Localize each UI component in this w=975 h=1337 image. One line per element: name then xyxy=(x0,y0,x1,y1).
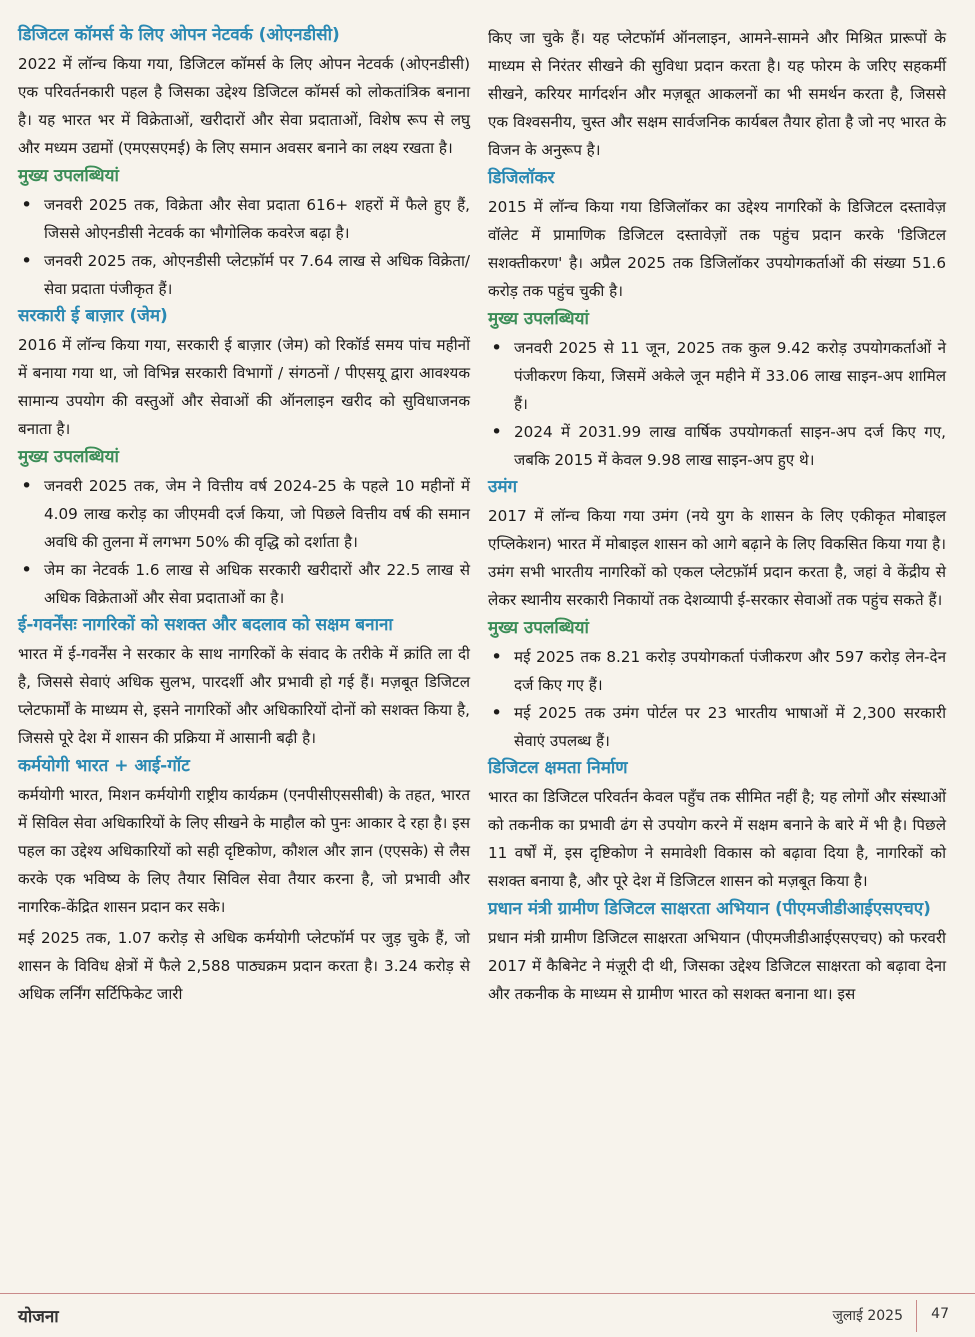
gem-intro: 2016 में लॉन्च किया गया, सरकारी ई बाज़ार (जेम) को रिकॉर्ड समय पांच महीनों में बनाया गया था, जो विभिन्न सरकारी विभागों / संगठनों / पीएसयू द्वारा आवश्यक सामान्य उपयोग की वस्तुओं और सेवाओं की ऑनलाइन खरीद को सुविधाजनक बनाता है। xyxy=(18,336,470,438)
pmgdisha-heading: प्रधान मंत्री ग्रामीण डिजिटल साक्षरता अभियान (पीएमजीडीआईएसएचए) xyxy=(488,899,931,919)
list-item: • मई 2025 तक उमंग पोर्टल पर 23 भारतीय भाषाओं में 2,300 सरकारी सेवाएं उपलब्ध हैं। xyxy=(488,699,946,755)
karmayogi-heading: कर्मयोगी भारत + आई-गॉट xyxy=(18,756,190,776)
list-item: • 2024 में 2031.99 लाख वार्षिक उपयोगकर्ता साइन-अप दर्ज किए गए, जबकि 2015 में केवल 9.98 लाख साइन-अप हुए थे। xyxy=(488,418,946,474)
digilocker-intro: 2015 में लॉन्च किया गया डिजिलॉकर का उद्देश्य नागरिकों के डिजिटल दस्तावेज़ वॉलेट में प्रामाणिक डिजिटल दस्तावेज़ों तक पहुंच प्रदान करके 'डिजिटल सशक्तीकरण' है। अप्रैल 2025 तक डिजिलॉकर उपयोगकर्ताओं की संख्या 51.6 करोड़ तक पहुंच चुकी है। xyxy=(488,198,946,300)
list-item: • जनवरी 2025 तक, ओएनडीसी प्लेटफ़ॉर्म पर 7.64 लाख से अधिक विक्रेता/सेवा प्रदाता पंजीकृत हैं। xyxy=(18,247,470,303)
list-item: • जनवरी 2025 से 11 जून, 2025 तक कुल 9.42 करोड़ उपयोगकर्ताओं ने पंजीकरण किया, जिसमें अकेले जून महीने में 33.06 लाख साइन-अप शामिल हैं। xyxy=(488,334,946,418)
gem-achievements-heading: मुख्य उपलब्धियां xyxy=(18,447,119,467)
egov-paragraph: भारत में ई-गवर्नेंस ने सरकार के साथ नागरिकों के संवाद के तरीके में क्रांति ला दी है, जिससे सेवाएं अधिक सुलभ, पारदर्शी और प्रभावी हो गई हैं। मज़बूत डिजिटल प्लेटफार्मों के माध्यम से, इसने नागरिकों और अधिकारियों दोनों को सशक्त किया है, जिससे पूरे देश में शासन की प्रक्रिया में आसानी बढ़ी है। xyxy=(18,645,470,747)
left-column xyxy=(18,24,470,1011)
list-item: • जनवरी 2025 तक, विक्रेता और सेवा प्रदाता 616+ शहरों में फैले हुए हैं, जिससे ओएनडीसी नेटवर्क का भौगोलिक कवरेज बढ़ा है। xyxy=(18,191,470,247)
pmgdisha-paragraph: प्रधान मंत्री ग्रामीण डिजिटल साक्षरता अभियान (पीएमजीडीआईएसएचए) को फरवरी 2017 में कैबिनेट ने मंज़ूरी दी थी, जिसका उद्देश्य डिजिटल साक्षरता को बढ़ावा देना और तकनीक के माध्यम से ग्रामीण भारत को सशक्त बनाना था। इस xyxy=(488,929,946,1003)
karmayogi-continued-paragraph: किए जा चुके हैं। यह प्लेटफॉर्म ऑनलाइन, आमने-सामने और मिश्रित प्रारूपों के माध्यम से निरंतर सीखने की सुविधा प्रदान करता है। यह फोरम के जरिए सहकर्मी सीखने, करियर मार्गदर्शन और मज़बूत आकलनों का भी समर्थन करता है, जिससे एक विश्वसनीय, चुस्त और सक्षम सार्वजनिक कार्यबल तैयार होता है जो नए भारत के विजन के अनुरूप है। xyxy=(488,29,946,159)
magazine-name: योजना xyxy=(18,1307,59,1327)
gem-heading: सरकारी ई बाज़ार (जेम) xyxy=(18,306,168,326)
list-item: • मई 2025 तक 8.21 करोड़ उपयोगकर्ता पंजीकरण और 597 करोड़ लेन-देन दर्ज किए गए हैं। xyxy=(488,643,946,699)
ondc-heading: डिजिटल कॉमर्स के लिए ओपन नेटवर्क (ओएनडीसी) xyxy=(18,25,340,45)
list-item: • जनवरी 2025 तक, जेम ने वित्तीय वर्ष 2024-25 के पहले 10 महीनों में 4.09 लाख करोड़ का जीएमवी दर्ज किया, जो पिछले वित्तीय वर्ष की समान अवधि की तुलना में लगभग 50% की वृद्धि को दर्शाता है। xyxy=(18,472,470,556)
karmayogi-stats-paragraph: मई 2025 तक, 1.07 करोड़ से अधिक कर्मयोगी प्लेटफॉर्म पर जुड़ चुके हैं, जो शासन के विविध क्षेत्रों में फैले 2,588 पाठ्यक्रम प्रदान करता है। 3.24 करोड़ से अधिक लर्निंग सर्टिफिकेट जारी xyxy=(18,929,470,1003)
ondc-intro: 2022 में लॉन्च किया गया, डिजिटल कॉमर्स के लिए ओपन नेटवर्क (ओएनडीसी) एक परिवर्तनकारी पहल है जिसका उद्देश्य डिजिटल कॉमर्स को लोकतांत्रिक बनाना है। यह भारत भर में विक्रेताओं, खरीदारों और सेवा प्रदाताओं, विशेष रूप से लघु और मध्यम उद्यमों (एमएसएमई) के लिए समान अवसर बनाने का लक्ष्य रखता है। xyxy=(18,55,470,157)
issue-month: जुलाई 2025 xyxy=(832,1308,903,1324)
karmayogi-paragraph: कर्मयोगी भारत, मिशन कर्मयोगी राष्ट्रीय कार्यक्रम (एनपीसीएससीबी) के तहत, भारत में सिविल सेवा अधिकारियों के लिए सीखने के माहौल को पुनः आकार दे रहा है। इस पहल का उद्देश्य अधिकारियों को सही दृष्टिकोण, कौशल और ज्ञान (एएसके) से लैस करके एक भविष्य के लिए तैयार सिविल सेवा तैयार करना है, जो प्रभावी और नागरिक-केंद्रित शासन प्रदान कर सके। xyxy=(18,786,470,916)
umang-intro: 2017 में लॉन्च किया गया उमंग (नये युग के शासन के लिए एकीकृत मोबाइल एप्लिकेशन) भारत में मोबाइल शासन को आगे बढ़ाने के लिए विकसित किया गया है। उमंग सभी भारतीय नागरिकों को एकल प्लेटफ़ॉर्म प्रदान करता है, जहां वे केंद्रीय से लेकर स्थानीय सरकारी निकायों तक देशव्यापी ई-सरकार सेवाओं तक पहुंच सकते हैं। xyxy=(488,507,946,609)
right-column xyxy=(488,24,946,1011)
capacity-building-heading: डिजिटल क्षमता निर्माण xyxy=(488,758,628,778)
list-item: • जेम का नेटवर्क 1.6 लाख से अधिक सरकारी खरीदारों और 22.5 लाख से अधिक विक्रेताओं और सेवा प्रदाताओं का है। xyxy=(18,556,470,612)
digilocker-heading: डिजिलॉकर xyxy=(488,168,555,188)
ondc-achievements-list xyxy=(18,191,470,303)
umang-achievements-heading: मुख्य उपलब्धियां xyxy=(488,618,589,638)
digilocker-achievements-list xyxy=(488,334,946,474)
digilocker-achievements-heading: मुख्य उपलब्धियां xyxy=(488,309,589,329)
egov-heading: ई-गवर्नेंसः नागरिकों को सशक्त और बदलाव को सक्षम बनाना xyxy=(18,615,393,635)
gem-achievements-list xyxy=(18,472,470,612)
umang-heading: उमंग xyxy=(488,477,518,497)
umang-achievements-list xyxy=(488,643,946,755)
ondc-achievements-heading: मुख्य उपलब्धियां xyxy=(18,166,119,186)
footer-divider xyxy=(916,1300,918,1332)
page-footer xyxy=(0,1293,975,1337)
capacity-building-paragraph: भारत का डिजिटल परिवर्तन केवल पहुँच तक सीमित नहीं है; यह लोगों और संस्थाओं को तकनीक का प्रभावी ढंग से उपयोग करने में सक्षम बनाने के बारे में भी है। पिछले 11 वर्षों में, इस दृष्टिकोण ने समावेशी विकास को बढ़ावा दिया है, नागरिकों को सशक्त बनाया है, और पूरे देश में डिजिटल शासन को मज़बूत किया है। xyxy=(488,788,946,890)
page-number: 47 xyxy=(931,1306,949,1322)
